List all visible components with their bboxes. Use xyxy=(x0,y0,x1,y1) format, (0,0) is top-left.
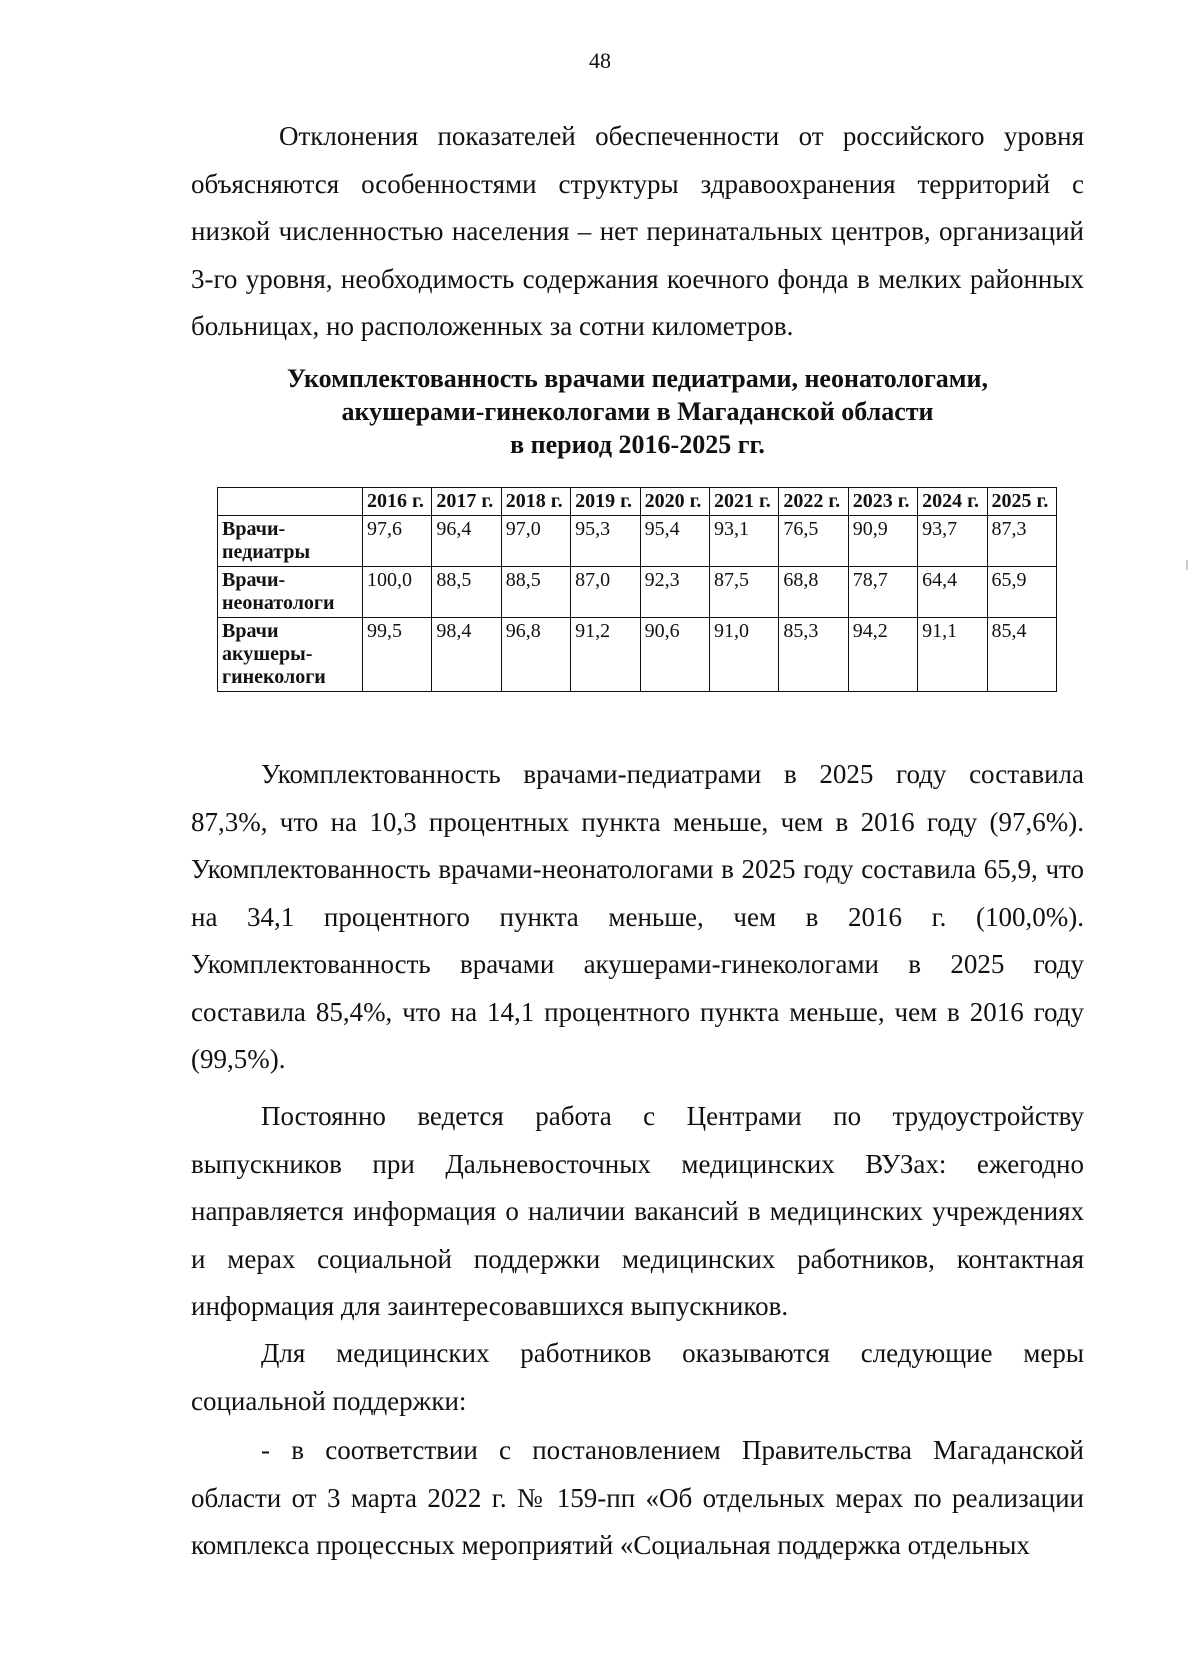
paragraph-graduate-centers: Постоянно ведется работа с Центрами по трудоустройству выпускников при Дальневосточных медицинских ВУЗах: ежегодно направляется информация о наличии вакансий в медицинских учреждениях и мерах социальной поддержки медицинских работников, контактная информация для заинтересовавшихся выпускников. xyxy=(191,1101,1084,1321)
table-cell: 96,4 xyxy=(432,516,501,567)
paragraph-support-measures: Для медицинских работников оказываются следующие меры социальной поддержки: xyxy=(191,1338,1084,1416)
row-label: Врачи-неонатологи xyxy=(218,567,363,618)
page-number: 48 xyxy=(589,48,611,73)
table-cell: 99,5 xyxy=(363,618,432,692)
row-label: Врачи акушеры-гинекологи xyxy=(218,618,363,692)
table-cell: 78,7 xyxy=(848,567,917,618)
year-header: 2021 г. xyxy=(709,488,778,516)
table-cell: 64,4 xyxy=(918,567,987,618)
year-header: 2024 г. xyxy=(918,488,987,516)
table-cell: 68,8 xyxy=(779,567,848,618)
table-cell: 93,7 xyxy=(918,516,987,567)
table-cell: 91,0 xyxy=(709,618,778,692)
table-cell: 87,3 xyxy=(987,516,1056,567)
table-title xyxy=(191,362,1084,461)
year-header: 2018 г. xyxy=(501,488,570,516)
table-title-line-1: Укомплектованность врачами педиатрами, неонатологами, xyxy=(287,364,988,393)
paragraph-deviations: Отклонения показателей обеспеченности от российского уровня объясняются особенностями структуры здравоохранения территорий с низкой численностью населения – нет перинатальных центров, организаций 3-го уровня, необходимость содержания коечного фонда в мелких районных больницах, но расположенных за сотни километров. xyxy=(191,121,1084,341)
year-header: 2020 г. xyxy=(640,488,709,516)
table-title-line-3: в период 2016-2025 гг. xyxy=(510,430,765,459)
table-cell: 91,2 xyxy=(571,618,640,692)
table-cell: 97,0 xyxy=(501,516,570,567)
table-cell: 65,9 xyxy=(987,567,1056,618)
table-header-row xyxy=(218,488,1057,516)
table-row-pediatricians xyxy=(218,516,1057,567)
table-cell: 95,3 xyxy=(571,516,640,567)
table-cell: 96,8 xyxy=(501,618,570,692)
year-header: 2019 г. xyxy=(571,488,640,516)
table-cell: 90,9 xyxy=(848,516,917,567)
row-label: Врачи-педиатры xyxy=(218,516,363,567)
table-cell: 100,0 xyxy=(363,567,432,618)
year-header: 2016 г. xyxy=(363,488,432,516)
year-header: 2025 г. xyxy=(987,488,1056,516)
table-cell: 94,2 xyxy=(848,618,917,692)
table-cell: 92,3 xyxy=(640,567,709,618)
table-cell: 88,5 xyxy=(432,567,501,618)
table-cell: 87,5 xyxy=(709,567,778,618)
table-cell: 98,4 xyxy=(432,618,501,692)
year-header: 2017 г. xyxy=(432,488,501,516)
table-cell: 91,1 xyxy=(918,618,987,692)
table-row-obstetricians xyxy=(218,618,1057,692)
table-cell: 97,6 xyxy=(363,516,432,567)
table-cell: 87,0 xyxy=(571,567,640,618)
scan-artifact xyxy=(1186,560,1188,570)
staffing-table xyxy=(217,487,1057,692)
table-cell: 76,5 xyxy=(779,516,848,567)
table-cell: 85,3 xyxy=(779,618,848,692)
paragraph-staffing-summary: Укомплектованность врачами-педиатрами в 2025 году составила 87,3%, что на 10,3 процентных пункта меньше, чем в 2016 году (97,6%). Укомплектованность врачами-неонатологами в 2025 году составила 65,9, что на 34,1 процентного пункта меньше, чем в 2016 г. (100,0%). Укомплектованность врачами акушерами-гинекологами в 2025 году составила 85,4%, что на 14,1 процентного пункта меньше, чем в 2016 году (99,5%). xyxy=(191,759,1084,1074)
year-header: 2023 г. xyxy=(848,488,917,516)
year-header: 2022 г. xyxy=(779,488,848,516)
table-cell: 90,6 xyxy=(640,618,709,692)
table-cell: 85,4 xyxy=(987,618,1056,692)
paragraph-resolution: - в соответствии с постановлением Правительства Магаданской области от 3 марта 2022 г. № 159-пп «Об отдельных мерах по реализации комплекса процессных мероприятий «Социальная поддержка отдельных xyxy=(191,1435,1084,1560)
table-row-neonatologists xyxy=(218,567,1057,618)
table-title-line-2: акушерами-гинекологами в Магаданской области xyxy=(341,397,934,426)
table-cell: 95,4 xyxy=(640,516,709,567)
table-corner-cell xyxy=(218,488,363,516)
table-cell: 93,1 xyxy=(709,516,778,567)
table-cell: 88,5 xyxy=(501,567,570,618)
